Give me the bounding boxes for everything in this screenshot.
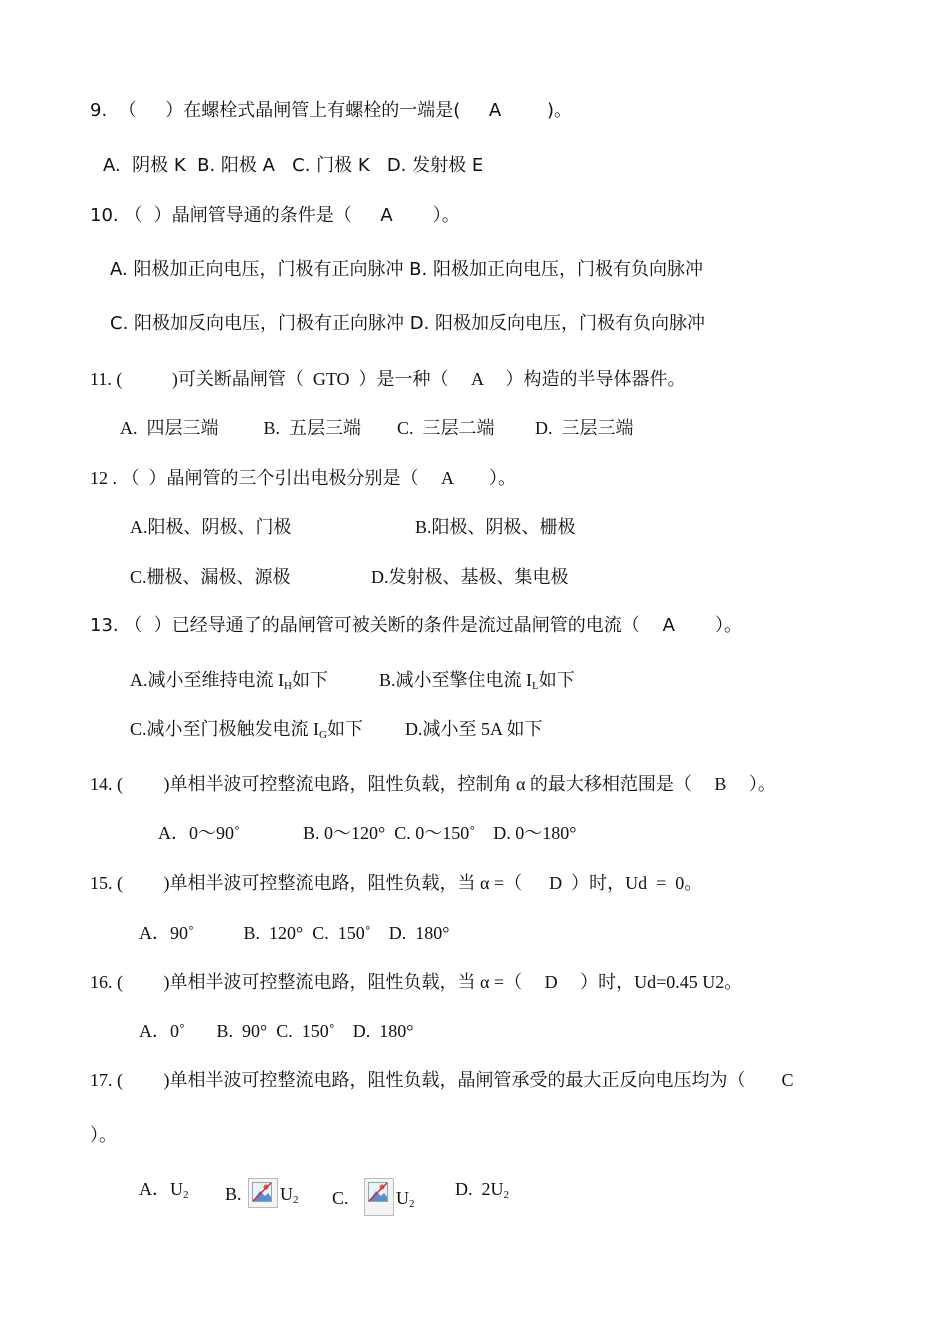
q17-option-c: C. $U_2$ — [332, 1178, 415, 1216]
q17-option-d: D. $2U_2$ — [455, 1179, 509, 1201]
q10-stem: 10. （ ）晶闸管导通的条件是（ A ）。 — [90, 205, 460, 226]
q12-stem: 12 . （ ）晶闸管的三个引出电极分别是（ A ）。 — [90, 468, 517, 488]
q17-stem: 17. ( )单相半波可控整流电路，阻性负载，晶闸管承受的最大正反向电压均为（ C — [90, 1070, 794, 1090]
q10-options-ab: A. 阳极加正向电压，门极有正向脉冲 B. 阳极加正向电压，门极有负向脉冲 — [110, 259, 703, 280]
q15-options: A．90˚ B. 120° C. 150˚ D. 180° — [139, 923, 450, 943]
q13-option-d: D.减小至 5A 如下 — [405, 719, 543, 739]
broken-image-icon — [364, 1178, 394, 1216]
q12-option-a: A.阳极、阴极、门极 — [130, 517, 292, 537]
q17-option-b: B. $U_2$ — [225, 1178, 299, 1211]
q11-stem: 11. ( )可关断晶闸管（ GTO ）是一种（ A ）构造的半导体器件。 — [90, 369, 686, 389]
q16-stem: 16. ( )单相半波可控整流电路，阻性负载，当 α =（ D ）时，Ud=0.45 U2。 — [90, 972, 743, 992]
q12-option-b: B.阳极、阴极、栅极 — [415, 517, 576, 537]
q13-stem: 13. （ ）已经导通了的晶闸管可被关断的条件是流过晶闸管的电流（ A ）。 — [90, 615, 743, 636]
q17-stem-cont: ）。 — [90, 1125, 117, 1145]
broken-image-icon — [248, 1178, 278, 1208]
q13-option-b: B.减小至擎住电流 $I_L$如下 — [379, 670, 575, 692]
q13-option-c: C.减小至门极触发电流 $I_G$如下 — [130, 719, 363, 741]
q11-options: A. 四层三端 B. 五层三端 C. 三层二端 D. 三层三端 — [120, 418, 634, 438]
q16-options: A．0˚ B. 90° C. 150˚ D. 180° — [139, 1021, 414, 1041]
q13-option-a: A.减小至维持电流 $I_H$如下 — [130, 670, 328, 692]
q12-option-c: C.栅极、漏极、源极 — [130, 567, 291, 587]
q9-stem: 9. （ ）在螺栓式晶闸管上有螺栓的一端是( A )。 — [90, 100, 572, 121]
q10-options-cd: C. 阳极加反向电压，门极有正向脉冲 D. 阳极加反向电压，门极有负向脉冲 — [110, 313, 706, 334]
q12-option-d: D.发射极、基极、集电极 — [371, 567, 569, 587]
q14-options: A．0～90˚ B. 0～120° C. 0～150˚ D. 0～180° — [158, 823, 577, 843]
q17-option-a: A．$U_2$ — [139, 1179, 189, 1201]
q15-stem: 15. ( )单相半波可控整流电路，阻性负载，当 α =（ D ）时，Ud = 0。 — [90, 873, 703, 893]
q14-stem: 14. ( )单相半波可控整流电路，阻性负载，控制角 α 的最大移相范围是（ B ）。 — [90, 774, 776, 794]
q9-options: A. 阴极 K B. 阳极 A C. 门极 K D. 发射极 E — [103, 155, 484, 176]
